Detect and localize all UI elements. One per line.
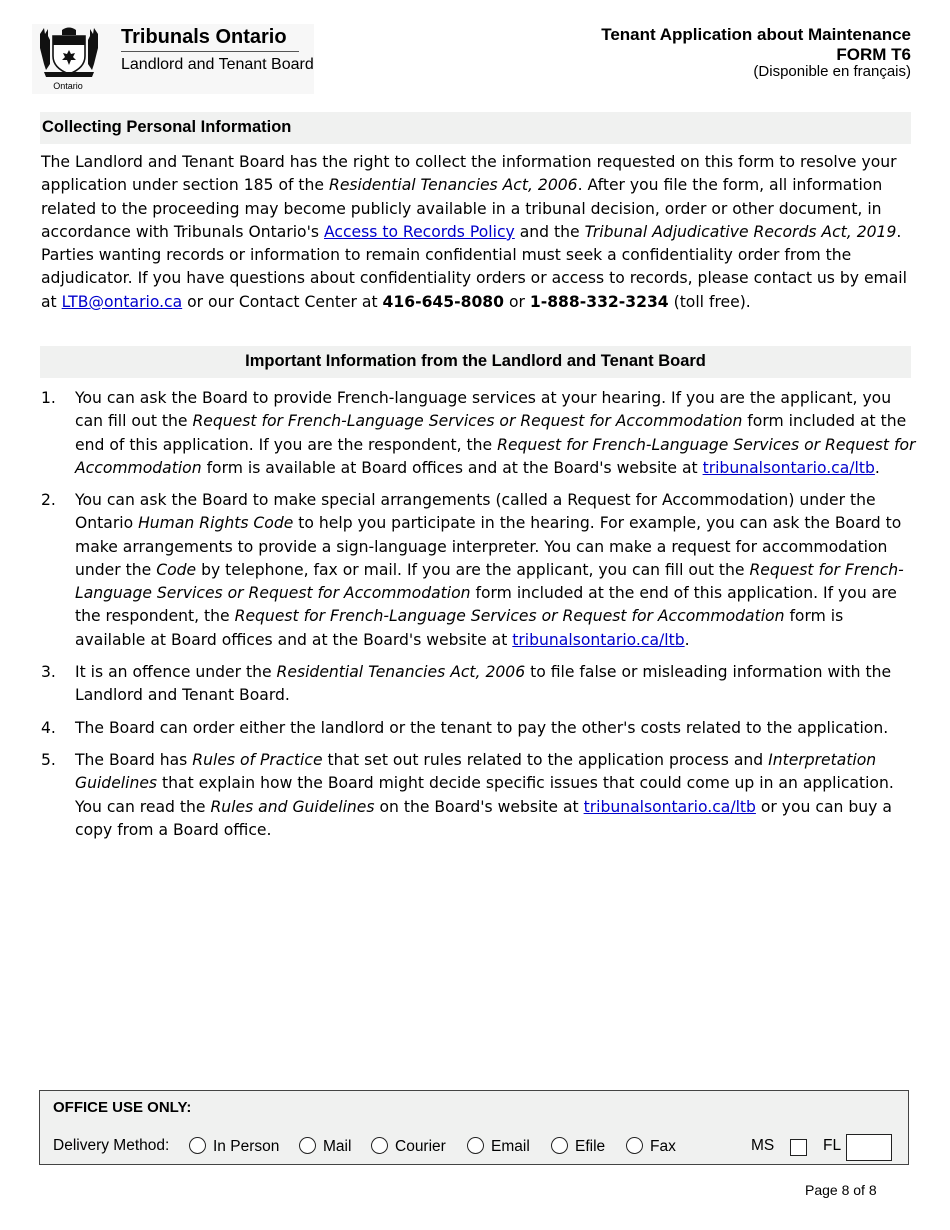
text-run: form included at the end of this application. If you are the respondent, the xyxy=(75,584,897,626)
list-number: 5. xyxy=(41,751,56,769)
text-run-italic: Request for French-Language Services or Request for Accommodation xyxy=(75,435,916,477)
list-item xyxy=(41,387,916,480)
text-run: that set out rules related to the application process and xyxy=(322,751,769,769)
delivery-option-mail[interactable] xyxy=(299,1137,351,1156)
list-item xyxy=(41,489,916,652)
text-run-italic: Interpretation Guidelines xyxy=(75,751,877,793)
text-run: You can ask the Board to make special arrangements (called a Request for Accommodation) under the Ontario xyxy=(75,491,876,533)
radio-button[interactable] xyxy=(371,1137,388,1154)
option-label: Mail xyxy=(323,1138,352,1155)
org-subtitle: Landlord and Tenant Board xyxy=(121,56,314,73)
french-availability-note: (Disponible en français) xyxy=(753,63,911,80)
ltb-website-link[interactable]: tribunalsontario.ca/ltb xyxy=(583,797,756,816)
list-number: 4. xyxy=(41,719,56,737)
list-number: 3. xyxy=(41,663,56,681)
option-label: Efile xyxy=(575,1138,606,1155)
ontario-coat-of-arms-logo xyxy=(36,26,102,82)
text-run-italic: Request for French-Language Services or Request for Accommodation xyxy=(75,560,904,603)
ltb-website-link[interactable]: tribunalsontario.ca/ltb xyxy=(702,458,875,477)
text-run: and the xyxy=(514,222,585,241)
delivery-method-label: Delivery Method: xyxy=(53,1137,170,1154)
text-run: form included at the end of this application. If you are the respondent, the xyxy=(75,412,907,454)
list-item-text xyxy=(75,489,916,652)
list-item-text xyxy=(75,661,916,708)
text-run: or our Contact Center at xyxy=(182,292,383,311)
form-number: FORM T6 xyxy=(836,45,911,64)
option-label: In Person xyxy=(213,1138,280,1155)
form-title: Tenant Application about Maintenance xyxy=(601,25,911,44)
text-run: . After you file the form, all information related to the proceeding may become publicly available in a tribunal decision, order or other document, in accordance with Tribunals Ontario's xyxy=(41,176,883,241)
text-run: or xyxy=(504,292,530,311)
delivery-option-email[interactable] xyxy=(467,1137,530,1156)
radio-button[interactable] xyxy=(189,1137,206,1154)
fl-label: FL xyxy=(823,1137,842,1154)
list-item-text xyxy=(75,717,916,740)
text-run: to file false or misleading information with the Landlord and Tenant Board. xyxy=(75,663,892,705)
toll-free-number: 1-888-332-3234 xyxy=(529,292,669,311)
text-run: (toll free). xyxy=(668,292,751,311)
text-run-italic: Request for French-Language Services or Request for Accommodation xyxy=(234,607,785,626)
text-run: . Parties wanting records or information to remain confidential must seek a confidentiality order from the adjudicator. If you have questions about confidentiality orders or access to records, please contact us by email at xyxy=(41,222,907,311)
text-run: The Board has xyxy=(75,751,193,769)
text-run: form is available at Board offices and at the Board's website at xyxy=(75,607,844,649)
list-item-text xyxy=(75,749,916,842)
option-label: Courier xyxy=(395,1138,446,1155)
text-run-italic: Request for French-Language Services or Request for Accommodation xyxy=(192,412,743,431)
ms-label: MS xyxy=(751,1137,775,1154)
important-info-heading: Important Information from the Landlord and Tenant Board xyxy=(245,352,706,370)
text-run: It is an offence under the xyxy=(75,663,277,681)
delivery-option-fax[interactable] xyxy=(626,1137,676,1156)
list-item xyxy=(41,717,916,740)
text-run: You can ask the Board to provide French-language services at your hearing. If you are the applicant, you can fill out the xyxy=(75,389,892,431)
logo-caption: Ontario xyxy=(53,81,83,91)
text-run: that explain how the Board might decide specific issues that could come up in an application. You can read the xyxy=(75,774,894,816)
delivery-option-efile[interactable] xyxy=(551,1137,605,1156)
text-run: on the Board's website at xyxy=(374,797,584,816)
text-run: The Board can order either the landlord or the tenant to pay the other's costs related to the application. xyxy=(75,719,889,737)
ltb-website-link[interactable]: tribunalsontario.ca/ltb xyxy=(512,630,685,649)
option-label: Fax xyxy=(650,1138,676,1155)
org-name: Tribunals Ontario xyxy=(121,26,287,48)
text-run: or you can buy a copy from a Board office. xyxy=(75,797,892,839)
page-number: Page 8 of 8 xyxy=(805,1182,877,1198)
radio-button[interactable] xyxy=(299,1137,316,1154)
radio-button[interactable] xyxy=(467,1137,484,1154)
collecting-info-heading: Collecting Personal Information xyxy=(42,118,292,136)
text-run-italic: Residential Tenancies Act, 2006 xyxy=(328,176,578,195)
option-label: Email xyxy=(491,1138,530,1155)
text-run: . xyxy=(684,630,690,649)
delivery-option-in-person[interactable] xyxy=(189,1137,279,1156)
list-item xyxy=(41,661,916,708)
email-link[interactable]: LTB@ontario.ca xyxy=(61,292,183,311)
text-run-italic: Rules and Guidelines xyxy=(210,797,375,816)
office-use-title: OFFICE USE ONLY: xyxy=(53,1099,192,1116)
form-header xyxy=(601,25,911,80)
fl-input-box[interactable] xyxy=(869,1134,892,1161)
fl-input-box[interactable] xyxy=(846,1134,870,1161)
delivery-option-courier[interactable] xyxy=(371,1137,446,1156)
org-name-divider xyxy=(121,51,299,52)
access-to-records-link[interactable]: Access to Records Policy xyxy=(323,222,515,241)
list-item xyxy=(41,749,916,842)
ms-checkbox[interactable] xyxy=(790,1139,807,1156)
text-run: to help you participate in the hearing. For example, you can ask the Board to make arrangements to provide a sign-language interpreter. You can make a request for accommodation under the xyxy=(75,514,902,579)
text-run-italic: Residential Tenancies Act, 2006 xyxy=(276,663,526,681)
text-run: by telephone, fax or mail. If you are the applicant, you can fill out the xyxy=(196,560,750,579)
radio-button[interactable] xyxy=(551,1137,568,1154)
collecting-info-paragraph xyxy=(41,151,916,314)
text-run: The Landlord and Tenant Board has the right to collect the information requested on this form to resolve your application under section 185 of the xyxy=(41,153,897,195)
list-item-text xyxy=(75,387,916,480)
text-run-italic: Code xyxy=(156,560,197,579)
list-number: 2. xyxy=(41,491,56,509)
phone-number: 416-645-8080 xyxy=(382,292,504,311)
text-run-italic: Rules of Practice xyxy=(192,751,323,769)
text-run: form is available at Board offices and at the Board's website at xyxy=(201,458,703,477)
text-run: . xyxy=(874,458,880,477)
list-number: 1. xyxy=(41,389,56,407)
radio-button[interactable] xyxy=(626,1137,643,1154)
text-run-italic: Tribunal Adjudicative Records Act, 2019 xyxy=(584,222,897,241)
text-run-italic: Human Rights Code xyxy=(138,514,294,533)
